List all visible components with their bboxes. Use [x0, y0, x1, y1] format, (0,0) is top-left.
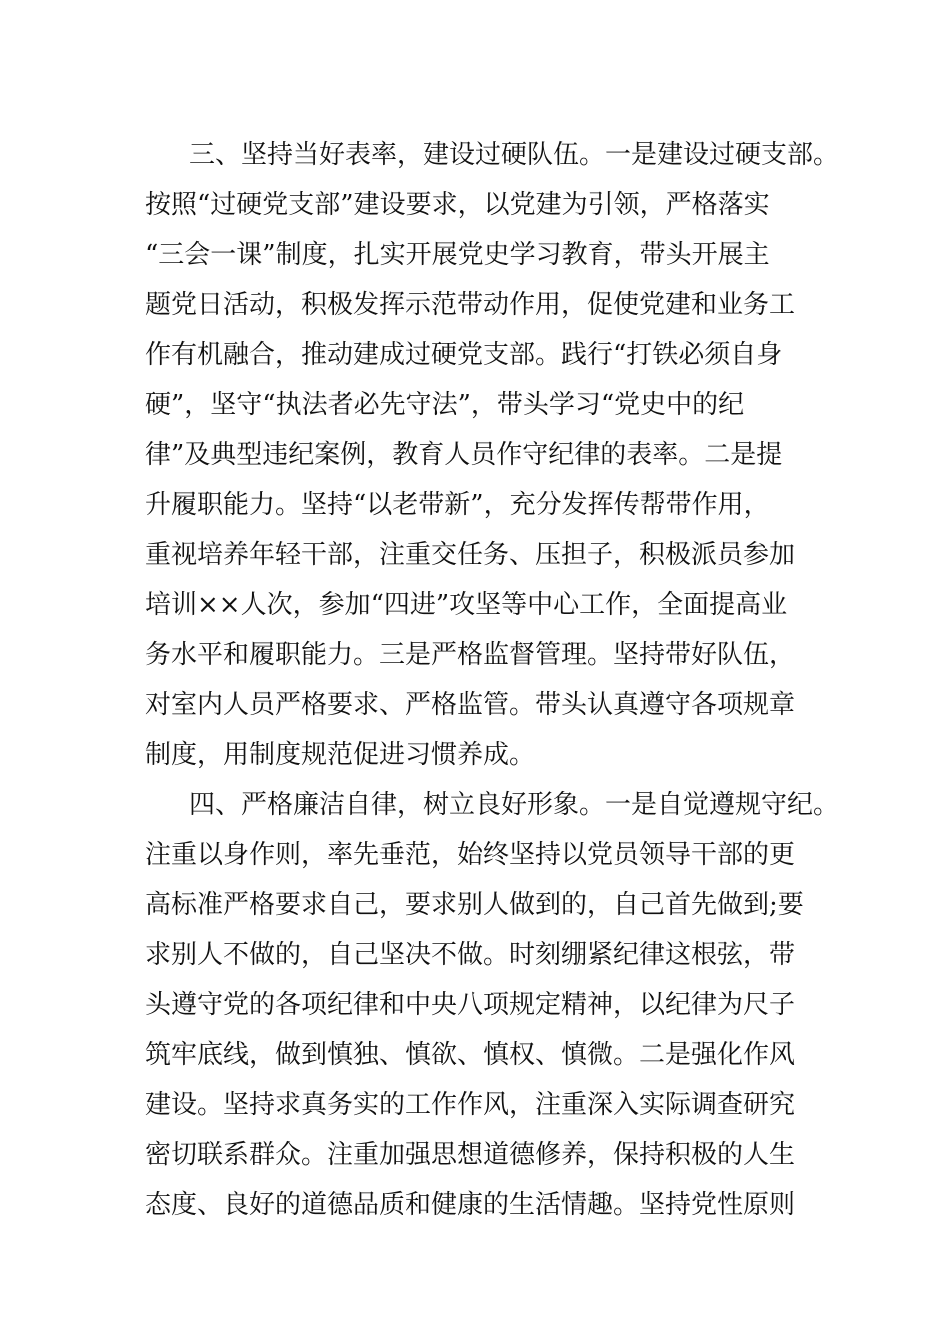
paragraph-3-line-2: 按照“过硬党支部”建设要求，以党建为引领，严格落实	[145, 190, 770, 220]
paragraph-4-line-5: 头遵守党的各项纪律和中央八项规定精神，以纪律为尺子	[145, 990, 796, 1020]
paragraph-3-line-3: “三会一课”制度，扎实开展党史学习教育，带头开展主	[145, 240, 770, 270]
paragraph-3-line-4: 题党日活动，积极发挥示范带动作用，促使党建和业务工	[145, 290, 796, 320]
paragraph-4-line-3: 高标准严格要求自己，要求别人做到的，自己首先做到;要	[145, 890, 804, 920]
paragraph-3-line-10: 培训××人次，参加“四进”攻坚等中心工作，全面提高业	[145, 590, 788, 620]
paragraph-4-line-8: 密切联系群众。注重加强思想道德修养，保持积极的人生	[145, 1140, 796, 1170]
paragraph-4-line-2: 注重以身作则，率先垂范，始终坚持以党员领导干部的更	[145, 840, 796, 870]
paragraph-4-line-4: 求别人不做的，自己坚决不做。时刻绷紧纪律这根弦，带	[145, 940, 796, 970]
paragraph-3-line-13: 制度，用制度规范促进习惯养成。	[145, 740, 536, 770]
paragraph-4-line-6: 筑牢底线，做到慎独、慎欲、慎权、慎微。二是强化作风	[145, 1040, 796, 1070]
paragraph-3-line-1: 三、坚持当好表率，建设过硬队伍。一是建设过硬支部。	[189, 140, 840, 170]
paragraph-4-line-9: 态度、良好的道德品质和健康的生活情趣。坚持党性原则	[145, 1190, 796, 1220]
paragraph-3-line-9: 重视培养年轻干部，注重交任务、压担子，积极派员参加	[145, 540, 796, 570]
paragraph-3-line-12: 对室内人员严格要求、严格监管。带头认真遵守各项规章	[145, 690, 796, 720]
paragraph-3-line-6: 硬”，坚守“执法者必先守法”，带头学习“党史中的纪	[145, 390, 745, 420]
paragraph-3-line-7: 律”及典型违纪案例，教育人员作守纪律的表率。二是提	[145, 440, 783, 470]
paragraph-3-line-8: 升履职能力。坚持“以老带新”，充分发挥传帮带作用，	[145, 490, 770, 520]
paragraph-3-line-5: 作有机融合，推动建成过硬党支部。践行“打铁必须自身	[145, 340, 783, 370]
paragraph-3-line-11: 务水平和履职能力。三是严格监督管理。坚持带好队伍，	[145, 640, 796, 670]
paragraph-4-line-7: 建设。坚持求真务实的工作作风，注重深入实际调查研究	[145, 1090, 796, 1120]
paragraph-4-line-1: 四、严格廉洁自律，树立良好形象。一是自觉遵规守纪。	[189, 790, 840, 820]
